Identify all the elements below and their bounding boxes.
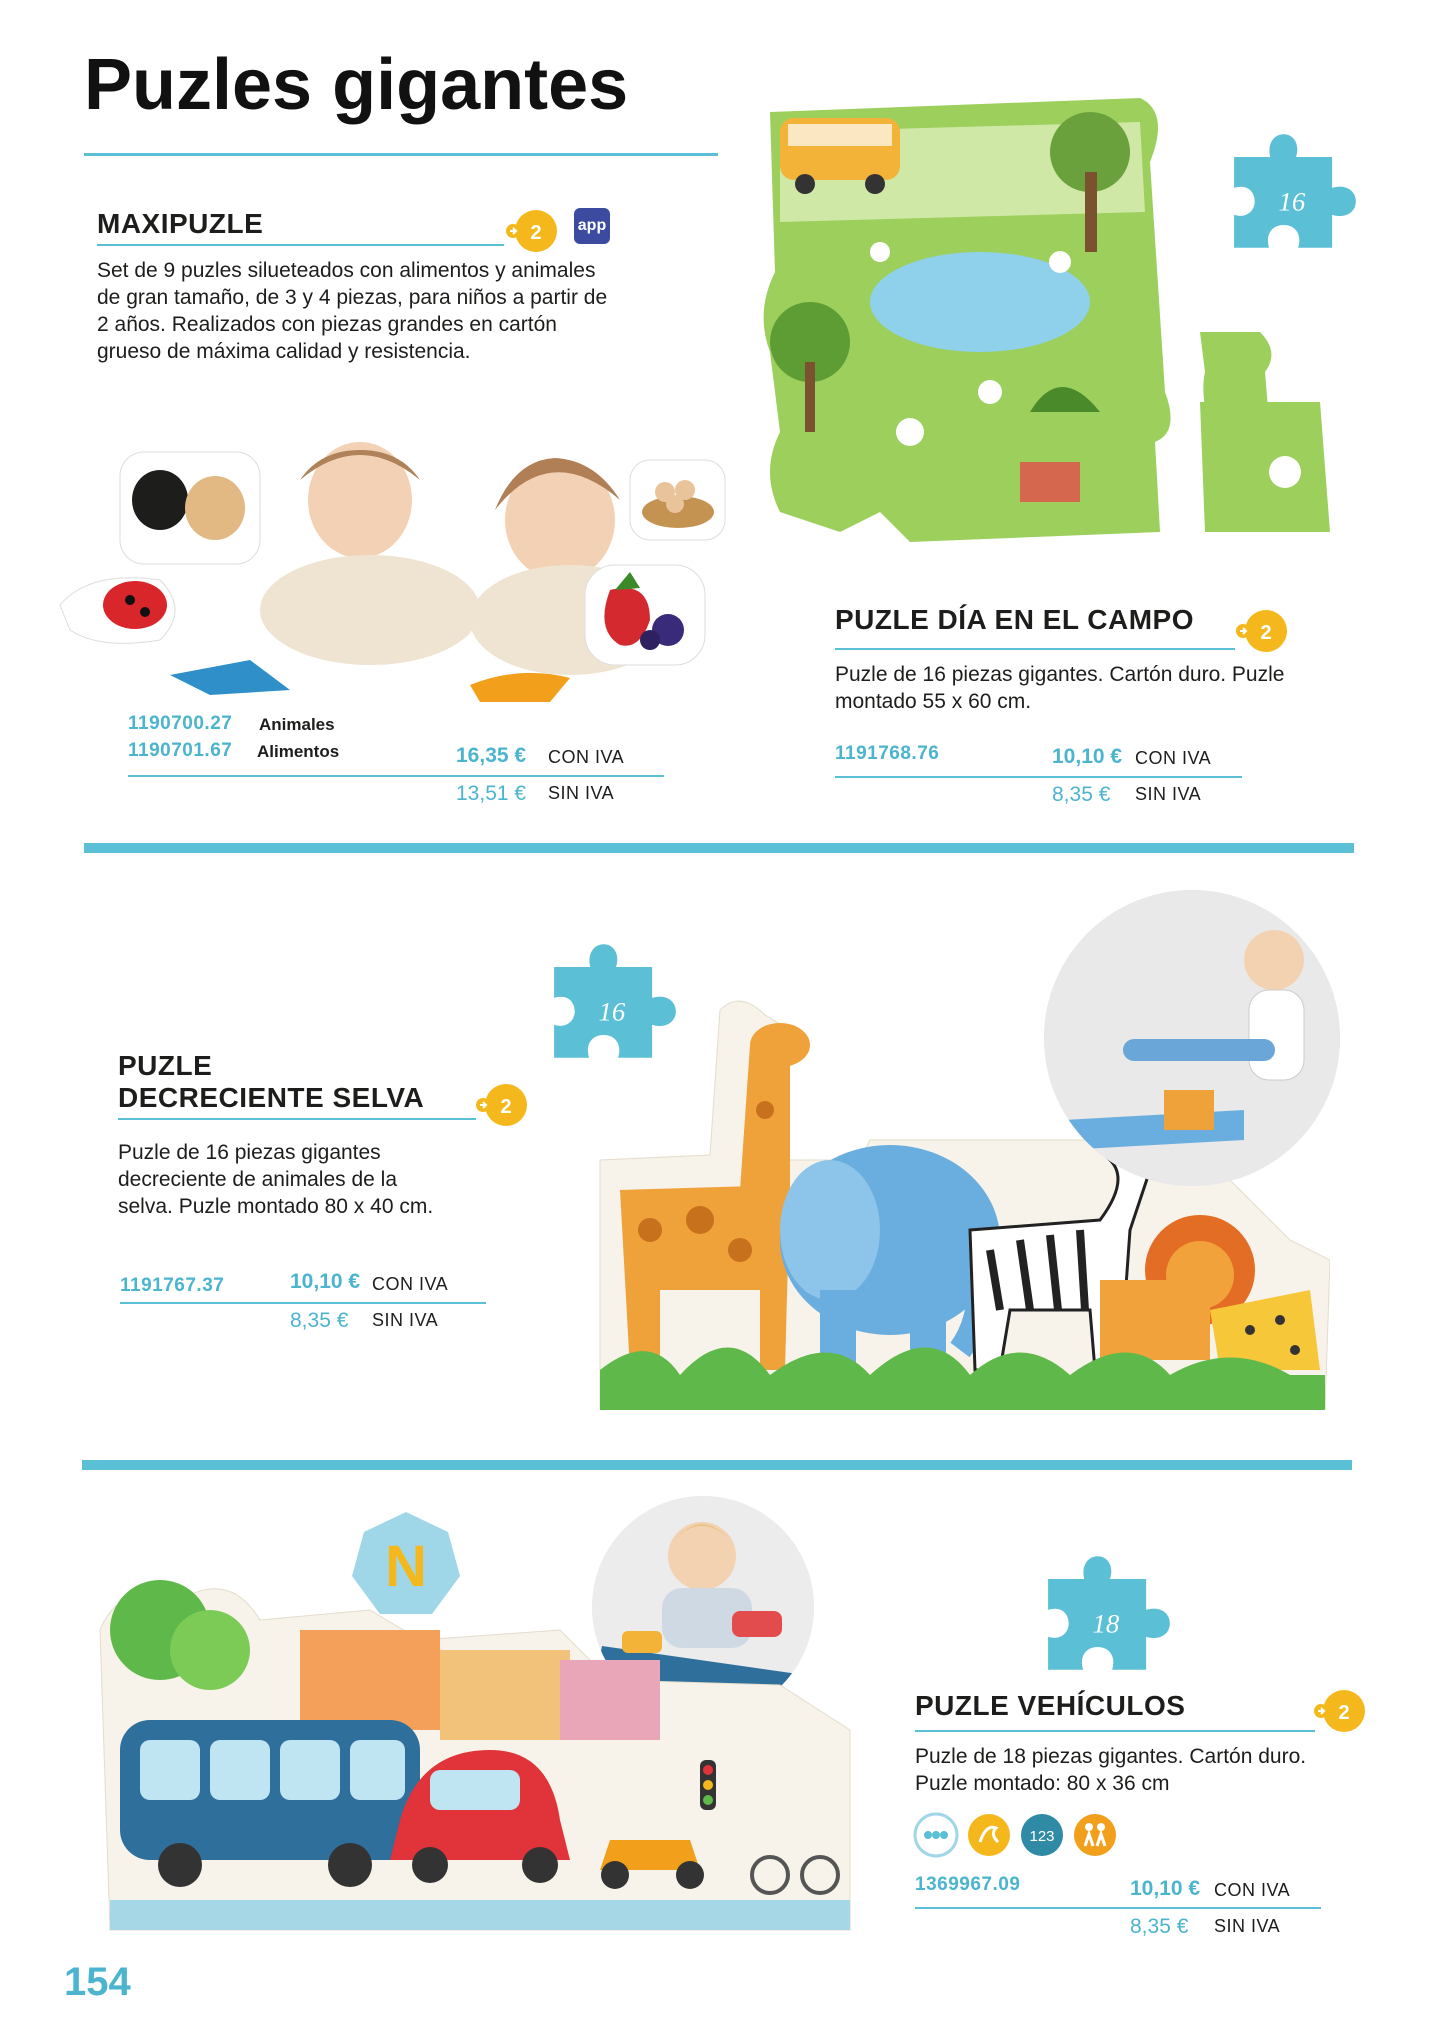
dia-campo-divider <box>835 648 1235 650</box>
svg-text:N: N <box>385 1534 427 1599</box>
vehiculos-ref: 1369967.09 <box>915 1874 1021 1895</box>
title-divider <box>84 153 718 156</box>
dia-campo-price-divider <box>835 776 1242 778</box>
maxipuzle-price-divider <box>128 775 664 777</box>
selva-price-divider <box>120 1302 486 1304</box>
maxipuzle-divider <box>97 244 504 246</box>
maxipuzle-description: Set de 9 puzles silueteados con alimentos y animales de gran tamaño, de 3 y 4 piezas, para niños a partir de 2 años. Realizados con piezas grandes en cartón grueso de máxima calidad y resistencia. <box>97 259 608 363</box>
vehiculos-divider <box>915 1730 1315 1732</box>
age-2-icon <box>1236 608 1292 654</box>
maxipuzle-ref-animales: 1190700.27 <box>128 713 233 734</box>
selva-divider <box>118 1118 476 1120</box>
maxipuzle-ref-alimentos: 1190701.67 <box>128 740 233 761</box>
sin-iva-label: SIN IVA <box>548 783 615 803</box>
svg-text:18: 18 <box>1092 1608 1120 1639</box>
svg-text:16: 16 <box>598 996 626 1027</box>
dia-campo-price-sin-iva: 8,35 € <box>1052 783 1111 806</box>
motor-skill-icon <box>966 1812 1012 1858</box>
vehiculos-description: Puzle de 18 piezas gigantes. Cartón duro. Puzle montado: 80 x 36 cm <box>915 1745 1307 1795</box>
age-2-icon <box>1314 1688 1370 1734</box>
page-number: 154 <box>64 1960 131 2004</box>
con-iva-label: CON IVA <box>372 1274 449 1294</box>
age-2-icon <box>506 208 562 254</box>
con-iva-label: CON IVA <box>548 747 625 767</box>
dia-campo-ref: 1191768.76 <box>835 743 940 764</box>
sin-iva-label: SIN IVA <box>372 1310 439 1330</box>
selva-ref: 1191767.37 <box>120 1275 225 1296</box>
sin-iva-label: SIN IVA <box>1135 784 1202 804</box>
con-iva-label: CON IVA <box>1214 1880 1291 1900</box>
selva-price-sin-iva: 8,35 € <box>290 1309 349 1332</box>
section-divider <box>84 843 1354 853</box>
section-divider <box>82 1460 1352 1470</box>
svg-text:2: 2 <box>1260 622 1272 644</box>
vehiculos-price-divider <box>915 1907 1321 1909</box>
app-badge: app <box>574 208 610 244</box>
maxipuzle-ref-alimentos-label: Alimentos <box>257 742 340 761</box>
selva-photo <box>1044 890 1340 1186</box>
selva-price-con-iva: 10,10 € <box>290 1270 361 1293</box>
sin-iva-label: SIN IVA <box>1214 1916 1281 1936</box>
maxipuzle-product-image <box>50 440 730 710</box>
svg-text:123: 123 <box>1029 1828 1055 1845</box>
vehiculos-title: PUZLE VEHÍCULOS <box>915 1690 1186 1721</box>
selva-description: Puzle de 16 piezas gigantes decreciente de animales de la selva. Puzle montado 80 x 40 cm. <box>118 1141 434 1218</box>
svg-text:16: 16 <box>1278 186 1306 217</box>
vehiculos-price-con-iva: 10,10 € <box>1130 1877 1201 1900</box>
con-iva-label: CON IVA <box>1135 748 1212 768</box>
maxipuzle-title: MAXIPUZLE <box>97 208 264 239</box>
maxipuzle-price-con-iva: 16,35 € <box>456 744 527 767</box>
maxipuzle-ref-animales-label: Animales <box>259 715 335 734</box>
svg-text:2: 2 <box>500 1096 512 1118</box>
numbers-skill-icon <box>1019 1812 1065 1858</box>
vehiculos-price-sin-iva: 8,35 € <box>1130 1915 1189 1938</box>
dia-campo-title: PUZLE DÍA EN EL CAMPO <box>835 604 1194 635</box>
puzzle-piece-16-icon <box>1210 126 1382 256</box>
selva-title-line1: PUZLE <box>118 1050 213 1081</box>
cognitive-skill-icon <box>913 1812 959 1858</box>
svg-text:2: 2 <box>530 222 542 244</box>
svg-text:2: 2 <box>1338 1702 1350 1724</box>
puzzle-piece-18-icon <box>1024 1548 1196 1678</box>
maxipuzle-price-sin-iva: 13,51 € <box>456 782 527 805</box>
age-2-icon <box>476 1082 532 1128</box>
dia-campo-price-con-iva: 10,10 € <box>1052 745 1123 768</box>
selva-title-line2: DECRECIENTE SELVA <box>118 1082 425 1113</box>
dia-campo-description: Puzle de 16 piezas gigantes. Cartón duro. Puzle montado 55 x 60 cm. <box>835 663 1285 713</box>
vehiculos-product-image <box>90 1570 860 1950</box>
page-title: Puzles gigantes <box>84 45 629 125</box>
social-skill-icon <box>1072 1812 1118 1858</box>
